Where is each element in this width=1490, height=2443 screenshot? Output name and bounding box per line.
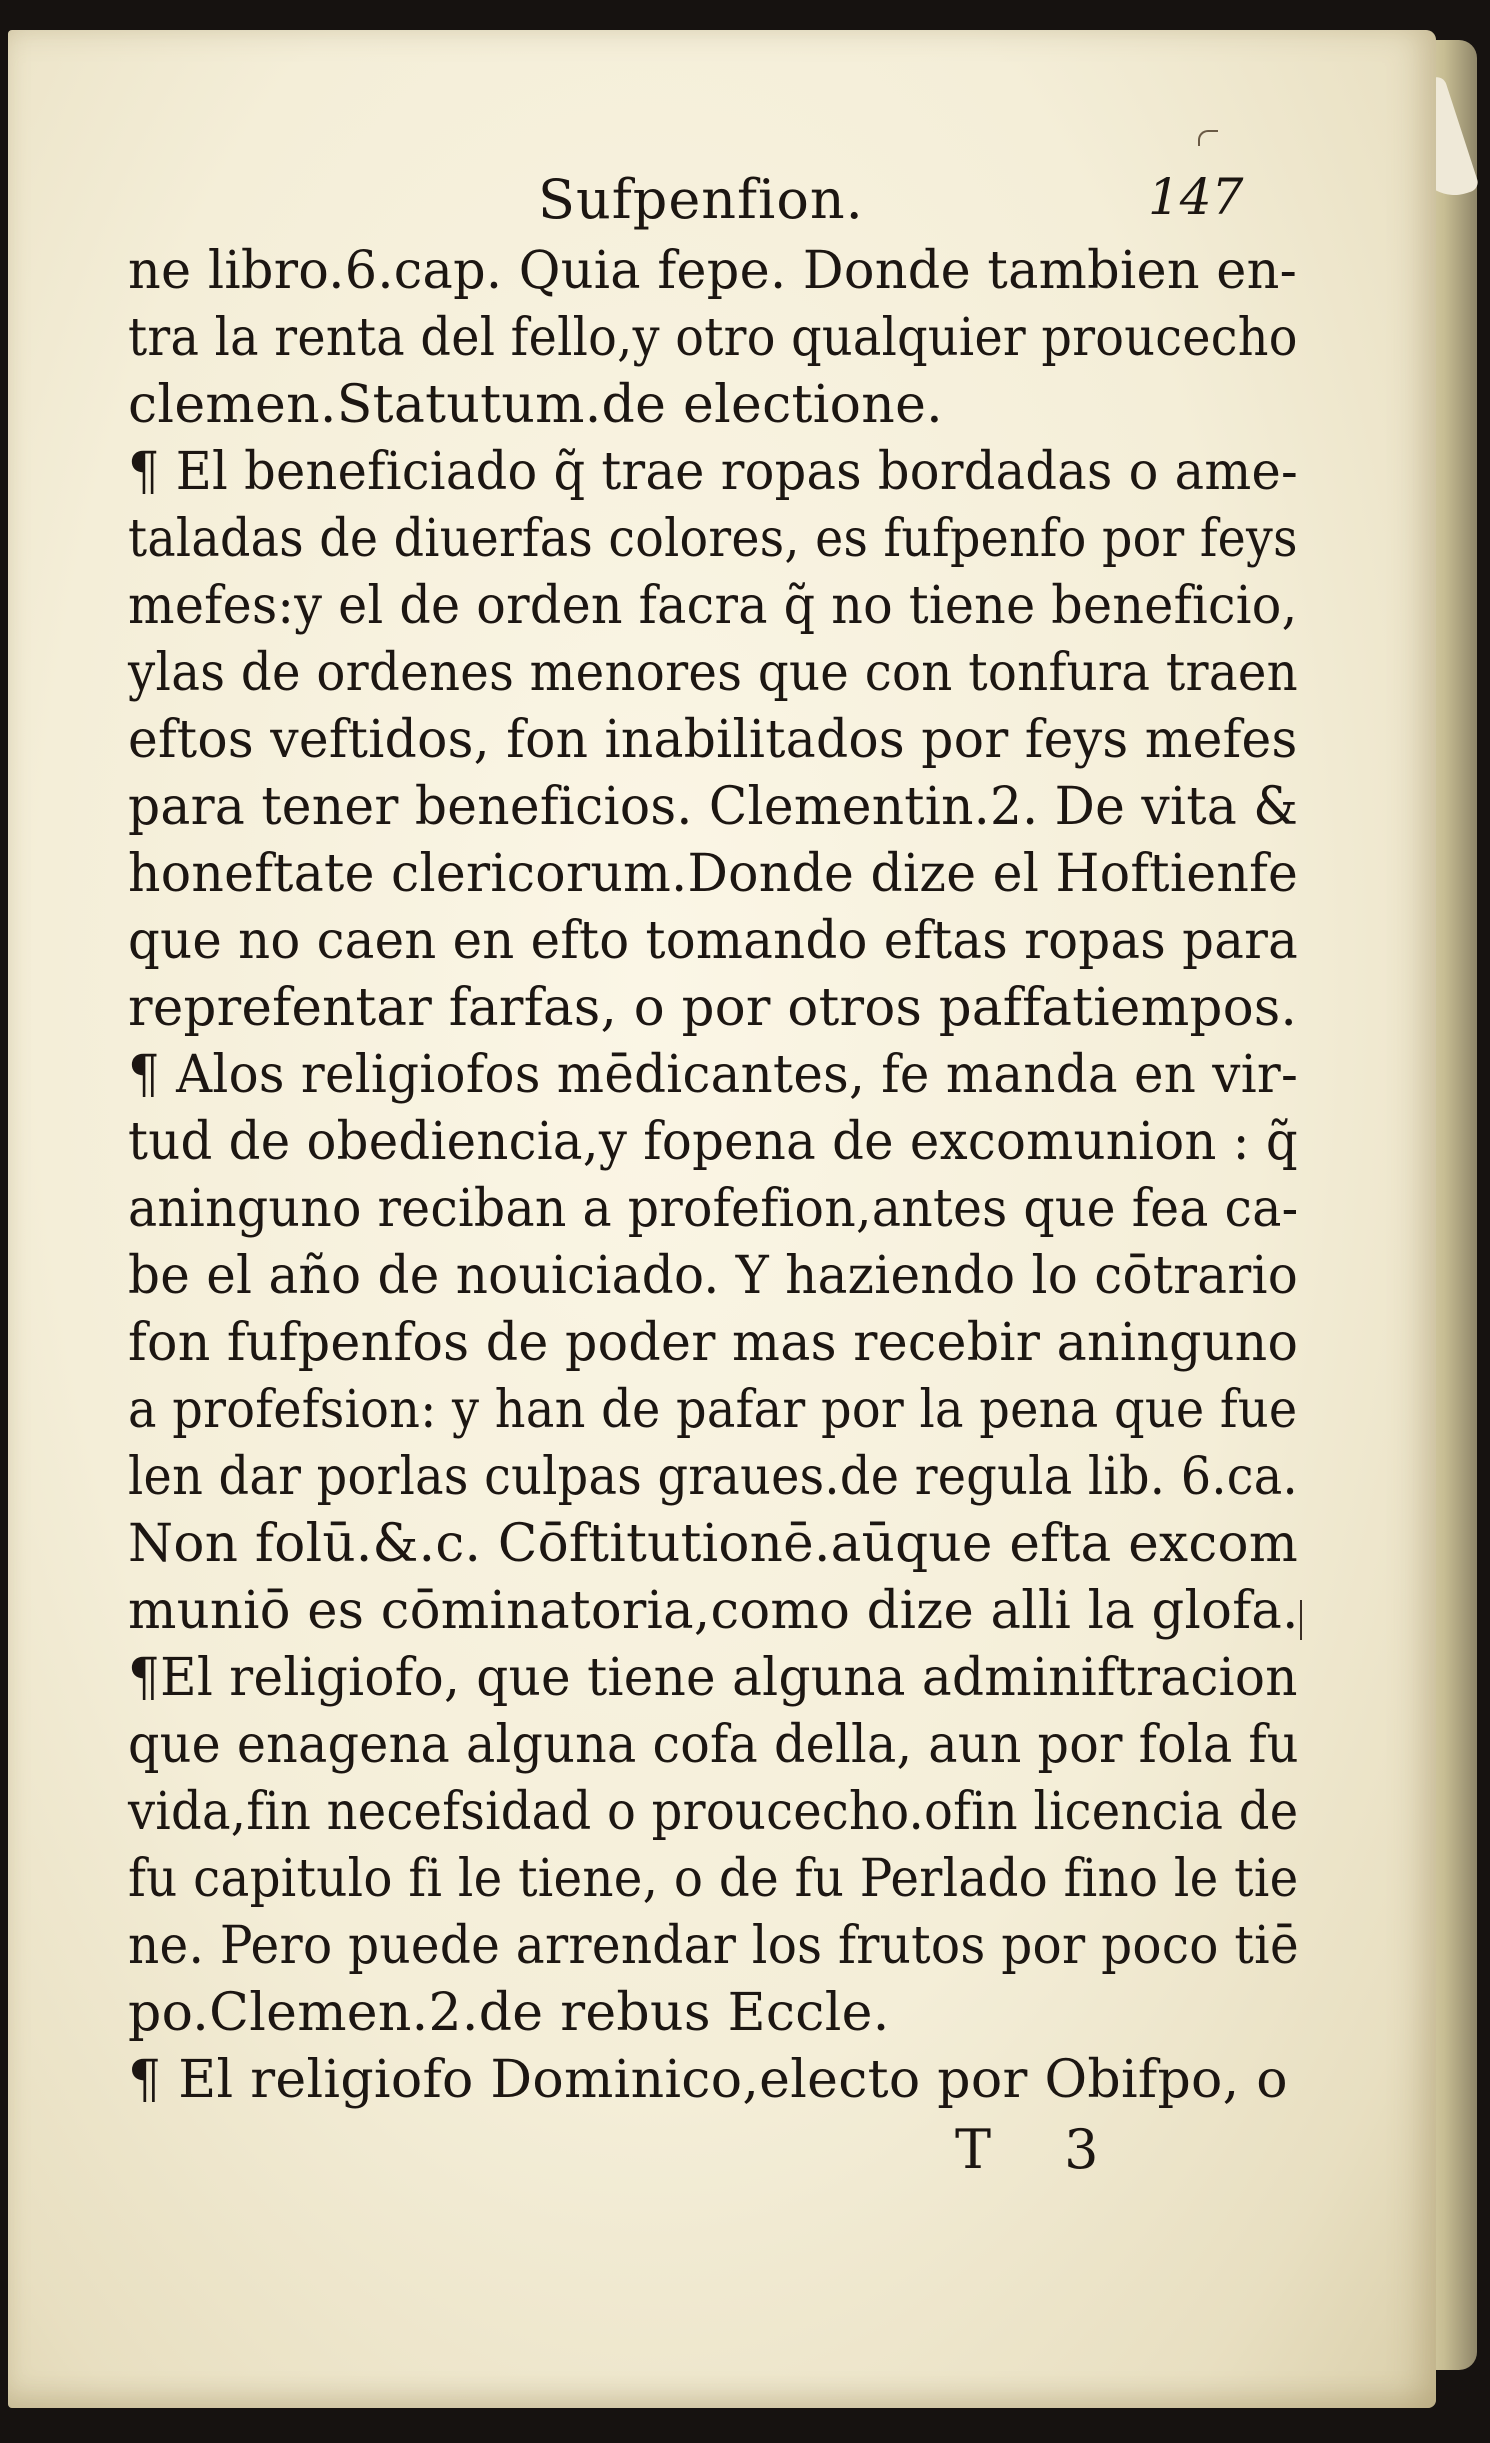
text-line: Non folū.&.c. Cōftitutionē.aūque efta excom xyxy=(128,1514,1299,1574)
text-line: fon fufpenfos de poder mas recebir aninguno xyxy=(128,1313,1299,1373)
text-line: para tener beneficios. Clementin.2. De vita & xyxy=(128,777,1299,837)
text-line: ¶ El religiofo Dominico,electo por Obifpo, o xyxy=(128,2050,1288,2110)
text-line: ne. Pero puede arrendar los frutos por poco tiē xyxy=(128,1916,1299,1976)
page-number: 147 xyxy=(1148,168,1244,226)
page-text-block xyxy=(128,168,1298,2114)
signature-mark: T 3 xyxy=(955,2118,1127,2181)
text-line: reprefentar farfas, o por otros paffatiempos. xyxy=(128,978,1298,1038)
text-line: tra la renta del fello,y otro qualquier proucecho xyxy=(128,308,1298,368)
text-line: aninguno reciban a profefion,antes que fea ca- xyxy=(128,1179,1299,1239)
margin-mark xyxy=(1300,1600,1310,1640)
text-line: clemen.Statutum.de electione. xyxy=(128,375,943,435)
text-line: ¶El religiofo, que tiene alguna adminiftracion xyxy=(128,1648,1298,1708)
text-line: honeftate clericorum.Donde dize el Hoftienfe xyxy=(128,844,1299,904)
text-line: a profefsion: y han de pafar por la pena que fue xyxy=(128,1380,1298,1440)
text-line: ¶ Alos religiofos mēdicantes, fe manda en vir- xyxy=(128,1045,1299,1105)
text-line: len dar porlas culpas graues.de regula lib. 6.ca. xyxy=(128,1447,1299,1507)
text-line: que no caen en efto tomando eftas ropas para xyxy=(128,911,1299,971)
text-line: eftos veftidos, fon inabilitados por feys mefes xyxy=(128,710,1298,770)
ink-mark xyxy=(1198,130,1218,146)
text-line: muniō es cōminatoria,como dize alli la glofa. xyxy=(128,1581,1299,1641)
text-line: tud de obediencia,y fopena de excomunion : q̃ xyxy=(128,1112,1298,1172)
text-line: que enagena alguna cofa della, aun por fola fu xyxy=(128,1715,1299,1775)
text-line: be el año de nouiciado. Y haziendo lo cōtrario xyxy=(128,1246,1299,1306)
text-line: mefes:y el de orden facra q̃ no tiene beneficio, xyxy=(128,576,1298,636)
text-line: po.Clemen.2.de rebus Eccle. xyxy=(128,1983,890,2043)
page-header xyxy=(128,168,1298,238)
text-line: ¶ El beneficiado q̃ trae ropas bordadas o ame- xyxy=(128,442,1299,502)
text-line: vida,fin necefsidad o proucecho.ofin licencia de xyxy=(128,1782,1299,1842)
text-line: taladas de diuerfas colores, es fufpenfo por feys xyxy=(128,509,1298,569)
running-title: Sufpenfion. xyxy=(538,168,864,231)
text-line: ne libro.6.cap. Quia fepe. Donde tambien en- xyxy=(128,241,1298,301)
text-line: fu capitulo fi le tiene, o de fu Perlado fino le tie xyxy=(128,1849,1299,1909)
text-line: ylas de ordenes menores que con tonfura traen xyxy=(128,643,1298,703)
